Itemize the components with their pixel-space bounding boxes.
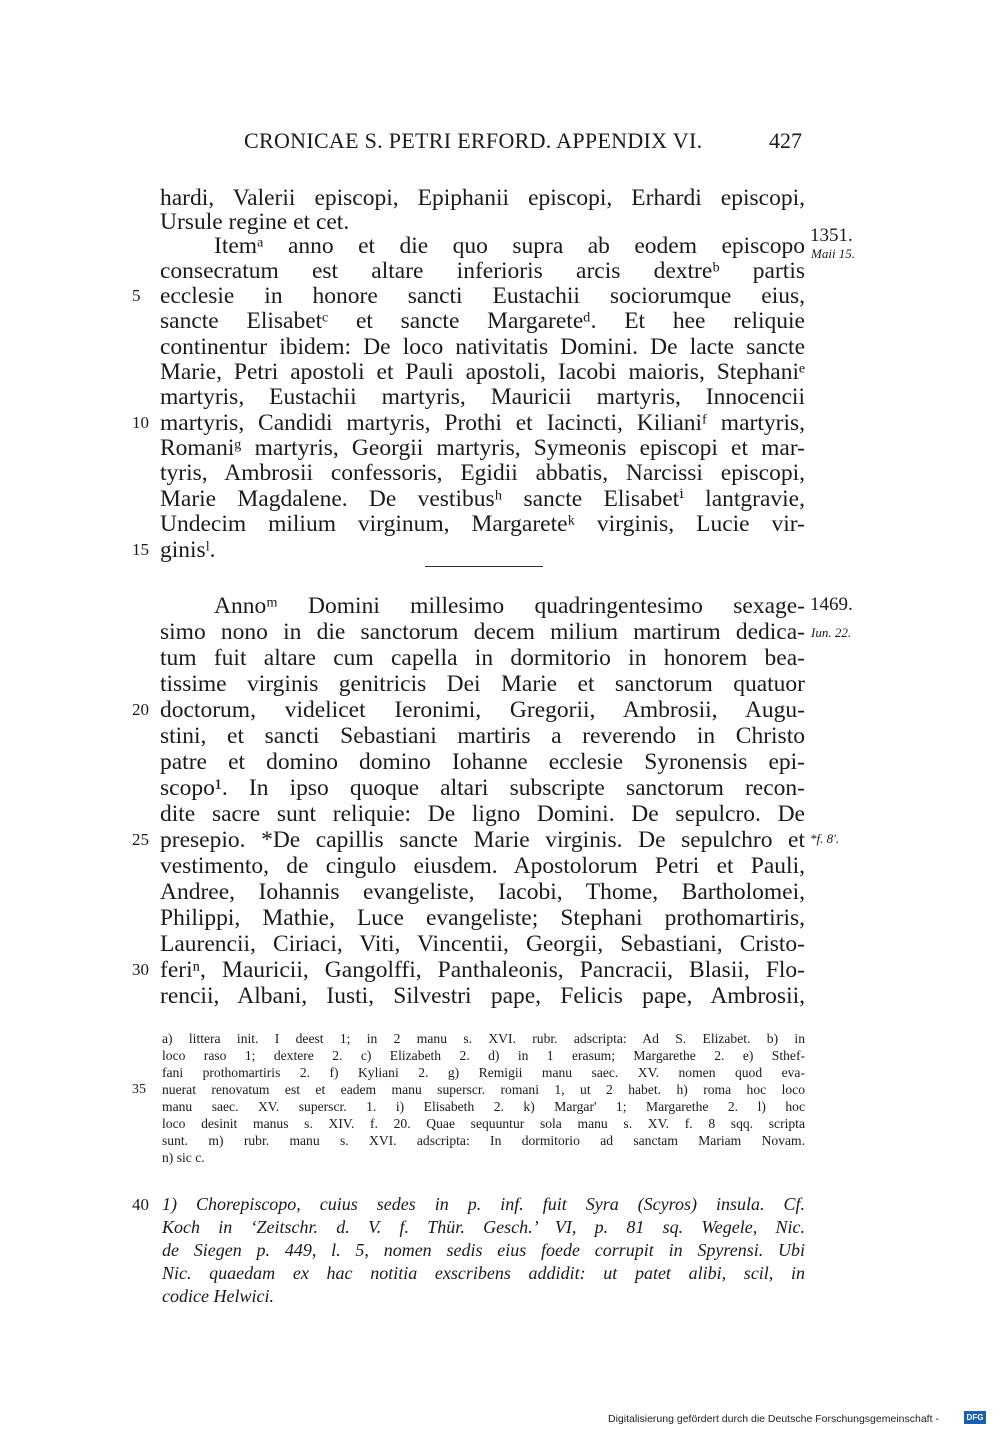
- text-line: vestimento, de cingulo eiusdem. Apostolorum Petri et Pauli,: [160, 853, 805, 879]
- apparatus-line: fani prothomartiris 2. f) Kyliani 2. g) Remigii manu saec. XV. nomen quod eva-: [162, 1065, 805, 1080]
- text-line: presepio. *De capillis sancte Marie virginis. De sepulchro et: [160, 827, 805, 853]
- text-line: rencii, Albani, Iusti, Silvestri pape, Felicis pape, Ambrosii,: [160, 983, 805, 1009]
- text-line: Philippi, Mathie, Luce evangeliste; Stephani prothomartiris,: [160, 905, 805, 931]
- line-number: 5: [132, 286, 141, 305]
- section-separator: [425, 566, 543, 567]
- running-header-title: CRONICAE S. PETRI ERFORD. APPENDIX VI.: [244, 128, 703, 153]
- apparatus-line: a) littera init. I deest 1; in 2 manu s. XVI. rubr. adscripta: Ad S. Elizabet. b) in: [162, 1031, 805, 1046]
- apparatus-line: n) sic c.: [162, 1150, 205, 1165]
- text-line: Marie Magdalene. De vestibusʰ sancte Elisabetⁱ lantgravie,: [160, 486, 805, 512]
- margin-date: Maii 15.: [811, 246, 856, 261]
- text-line: simo nono in die sanctorum decem milium martirum dedica-: [160, 619, 805, 645]
- line-number: 10: [132, 413, 149, 432]
- text-line: continentur ibidem: De loco nativitatis Domini. De lacte sancte: [160, 334, 805, 360]
- text-line: sancte Elisabetᶜ et sancte Margareteᵈ. Et hee reliquie: [160, 308, 805, 334]
- line-number: 25: [132, 830, 149, 849]
- apparatus-line: loco desinit manus s. XIV. f. 20. Quae sequuntur sola manu s. XV. f. 8 sqq. scripta: [162, 1116, 805, 1131]
- text-line: Andree, Iohannis evangeliste, Iacobi, Thome, Bartholomei,: [160, 879, 805, 905]
- apparatus-line: nuerat renovatum est et eadem manu superscr. romani 1, ut 2 habet. h) roma hoc loco: [162, 1082, 805, 1097]
- dfg-logo: DFG: [964, 1411, 986, 1424]
- footnote-line: Koch in ‘Zeitschr. d. V. f. Thür. Gesch.’ VI, p. 81 sq. Wegele, Nic.: [162, 1217, 805, 1237]
- text-line: consecratum est altare inferioris arcis dextreᵇ partis: [160, 258, 805, 284]
- text-line: doctorum, videlicet Ieronimi, Gregorii, Ambrosii, Augu-: [160, 697, 805, 723]
- apparatus-line: sunt. m) rubr. manu s. XVI. adscripta: In dormitorio ad sanctam Mariam Novam.: [162, 1133, 805, 1148]
- text-line: martyris, Eustachii martyris, Mauricii martyris, Innocencii: [160, 384, 805, 410]
- text-line: Annoᵐ Domini millesimo quadringentesimo sexage-: [214, 593, 805, 619]
- text-line: Ursule regine et cet.: [160, 209, 350, 235]
- text-line: tum fuit altare cum capella in dormitorio in honorem bea-: [160, 645, 805, 671]
- footnote-line: Nic. quaedam ex hac notitia exscribens addidit: ut patet alibi, scil, in: [162, 1263, 805, 1283]
- text-line: Undecim milium virginum, Margareteᵏ virginis, Lucie vir-: [160, 511, 805, 537]
- line-number: 30: [132, 960, 149, 979]
- margin-folio: *f. 8'.: [810, 831, 840, 846]
- margin-date: Iun. 22.: [811, 625, 852, 640]
- digitization-footer: Digitalisierung gefördert durch die Deutsche Forschungsgemeinschaft -: [608, 1413, 939, 1425]
- text-line: feriⁿ, Mauricii, Gangolffi, Panthaleonis, Pancracii, Blasii, Flo-: [160, 957, 805, 983]
- text-line: hardi, Valerii episcopi, Epiphanii episcopi, Erhardi episcopi,: [160, 185, 805, 211]
- margin-year: 1469.: [810, 594, 853, 615]
- text-line: martyris, Candidi martyris, Prothi et Iacincti, Kilianiᶠ martyris,: [160, 410, 805, 436]
- text-line: dite sacre sunt reliquie: De ligno Domini. De sepulcro. De: [160, 801, 805, 827]
- footnote-line: codice Helwici.: [162, 1286, 274, 1306]
- line-number: 20: [132, 700, 149, 719]
- text-line: tyris, Ambrosii confessoris, Egidii abbatis, Narcissi episcopi,: [160, 460, 805, 486]
- apparatus-line: manu saec. XV. superscr. 1. i) Elisabeth 2. k) Margar' 1; Margarethe 2. l) hoc: [162, 1099, 805, 1114]
- text-line: Laurencii, Ciriaci, Viti, Vincentii, Georgii, Sebastiani, Cristo-: [160, 931, 805, 957]
- text-line: ecclesie in honore sancti Eustachii sociorumque eius,: [160, 283, 805, 309]
- text-line: ginisˡ.: [160, 537, 216, 563]
- margin-year: 1351.: [810, 225, 853, 246]
- apparatus-line: loco raso 1; dextere 2. c) Elizabeth 2. d) in 1 erasum; Margarethe 2. e) Sthef-: [162, 1048, 805, 1063]
- line-number: 40: [132, 1195, 149, 1214]
- page-number: 427: [769, 128, 802, 153]
- line-number: 15: [132, 540, 149, 559]
- text-line: stini, et sancti Sebastiani martiris a reverendo in Christo: [160, 723, 805, 749]
- text-line: Itemᵃ anno et die quo supra ab eodem episcopo: [214, 233, 805, 259]
- footnote-line: 1) Chorepiscopo, cuius sedes in p. inf. fuit Syra (Scyros) insula. Cf.: [162, 1194, 805, 1214]
- text-line: Romaniᵍ martyris, Georgii martyris, Symeonis episcopi et mar-: [160, 435, 805, 461]
- footnote-line: de Siegen p. 449, l. 5, nomen sedis eius foede corrupit in Spyrensi. Ubi: [162, 1240, 805, 1260]
- text-line: tissime virginis genitricis Dei Marie et sanctorum quatuor: [160, 671, 805, 697]
- text-line: scopo¹. In ipso quoque altari subscripte sanctorum recon-: [160, 775, 805, 801]
- line-number: 35: [132, 1082, 146, 1097]
- text-line: Marie, Petri apostoli et Pauli apostoli, Iacobi maioris, Stephaniᵉ: [160, 359, 805, 385]
- text-line: patre et domino domino Iohanne ecclesie Syronensis epi-: [160, 749, 805, 775]
